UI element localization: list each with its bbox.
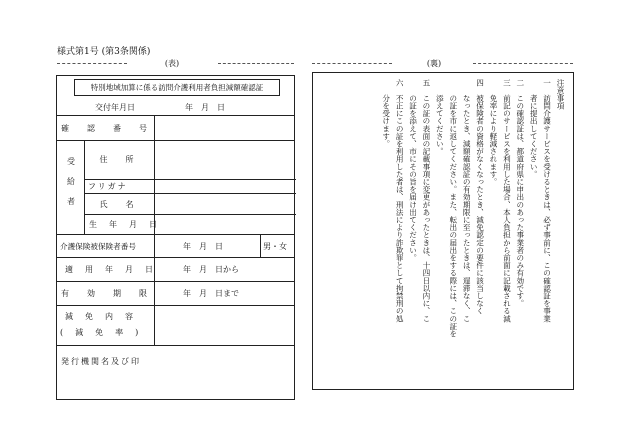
column-line: [260, 234, 261, 257]
note-line: の証を添えて、市にその旨を届け出てください。: [408, 79, 418, 262]
note-line: 四 被保険者の資格がなくなったとき、減免認定の要件に該当しなく: [475, 79, 485, 315]
insured-number-date: 年 月 日: [183, 241, 223, 251]
expiry-label: 有 効 期 限: [61, 289, 152, 298]
notes-panel: [312, 72, 574, 390]
front-side-label: (表): [164, 59, 180, 68]
note-line: 二 この確認証は、都道府県に申出のあった事業者のみ有効です。: [515, 79, 525, 307]
confirmation-number-label: 確 認 番 号: [61, 123, 152, 133]
address-label: 住 所: [99, 155, 139, 164]
divider: [218, 63, 294, 64]
note-line: 免率により軽減されます。: [488, 79, 498, 186]
reduction-label: 減 免 内 容: [65, 311, 135, 321]
issue-date-value: 年 月 日: [185, 102, 225, 112]
divider: [473, 63, 573, 64]
back-side-label: (裏): [426, 59, 442, 68]
notes-heading: 注意事項: [556, 79, 565, 110]
divider: [312, 63, 392, 64]
issuer-label: 発行機関名及び印: [61, 356, 141, 366]
note-line: 者に提出してください。: [529, 79, 539, 178]
reduction-field[interactable]: [156, 306, 294, 344]
furigana-field[interactable]: [156, 180, 294, 193]
note-line: 一 訪問介護サービスを受けるときは、必ず事前に、この確認証を事業: [542, 79, 552, 323]
reduction-rate-label: ( 減 免 率 ): [60, 327, 141, 337]
form-title: 特別地域加算に係る訪問介護利用者負担減額確認証: [74, 79, 280, 96]
insured-number-label: 介護保険被保険者番号: [60, 241, 136, 251]
note-line: なったとき、減額確認証の有効期限に至ったときは、遅滞なく、こ: [462, 79, 472, 323]
divider: [57, 63, 127, 64]
name-label: 氏 名: [99, 199, 139, 209]
note-line: 分を受けます。: [381, 79, 391, 148]
form-number: 様式第1号 (第3条関係): [57, 47, 151, 57]
note-line: 添えてください。: [435, 79, 445, 155]
column-line: [84, 140, 85, 234]
start-date-value: 年 月 日から: [183, 265, 239, 274]
recipient-label: 受給者: [66, 157, 76, 217]
reduction-certificate-form: [56, 75, 295, 400]
start-date-label: 適 用 年 月 日: [65, 265, 155, 274]
name-field[interactable]: [156, 194, 294, 214]
note-line: 六 不正にこの証を利用した者は、刑法により詐欺罪として拘禁刑の処: [395, 79, 405, 323]
note-line: の証を市に返してください。また、転出の届出をする際には、この証を: [448, 79, 458, 338]
birthdate-label: 生 年 月 日: [89, 220, 159, 229]
confirmation-number-field[interactable]: [156, 116, 294, 140]
furigana-label: フリガナ: [88, 182, 128, 191]
gender-selector[interactable]: 男・女: [263, 241, 287, 251]
issue-date-label: 交付年月日: [95, 102, 135, 112]
expiry-value: 年 月 日まで: [183, 289, 239, 298]
address-field[interactable]: [156, 140, 294, 179]
note-line: 三 前記のサービスを利用した場合、本人負担から前面に記載される減: [502, 79, 512, 323]
notes-text: [379, 79, 567, 379]
note-line: 五 この証の表面の記載事項に変更があったときは、十四日以内に、こ: [421, 79, 431, 323]
birthdate-field[interactable]: [156, 215, 294, 234]
